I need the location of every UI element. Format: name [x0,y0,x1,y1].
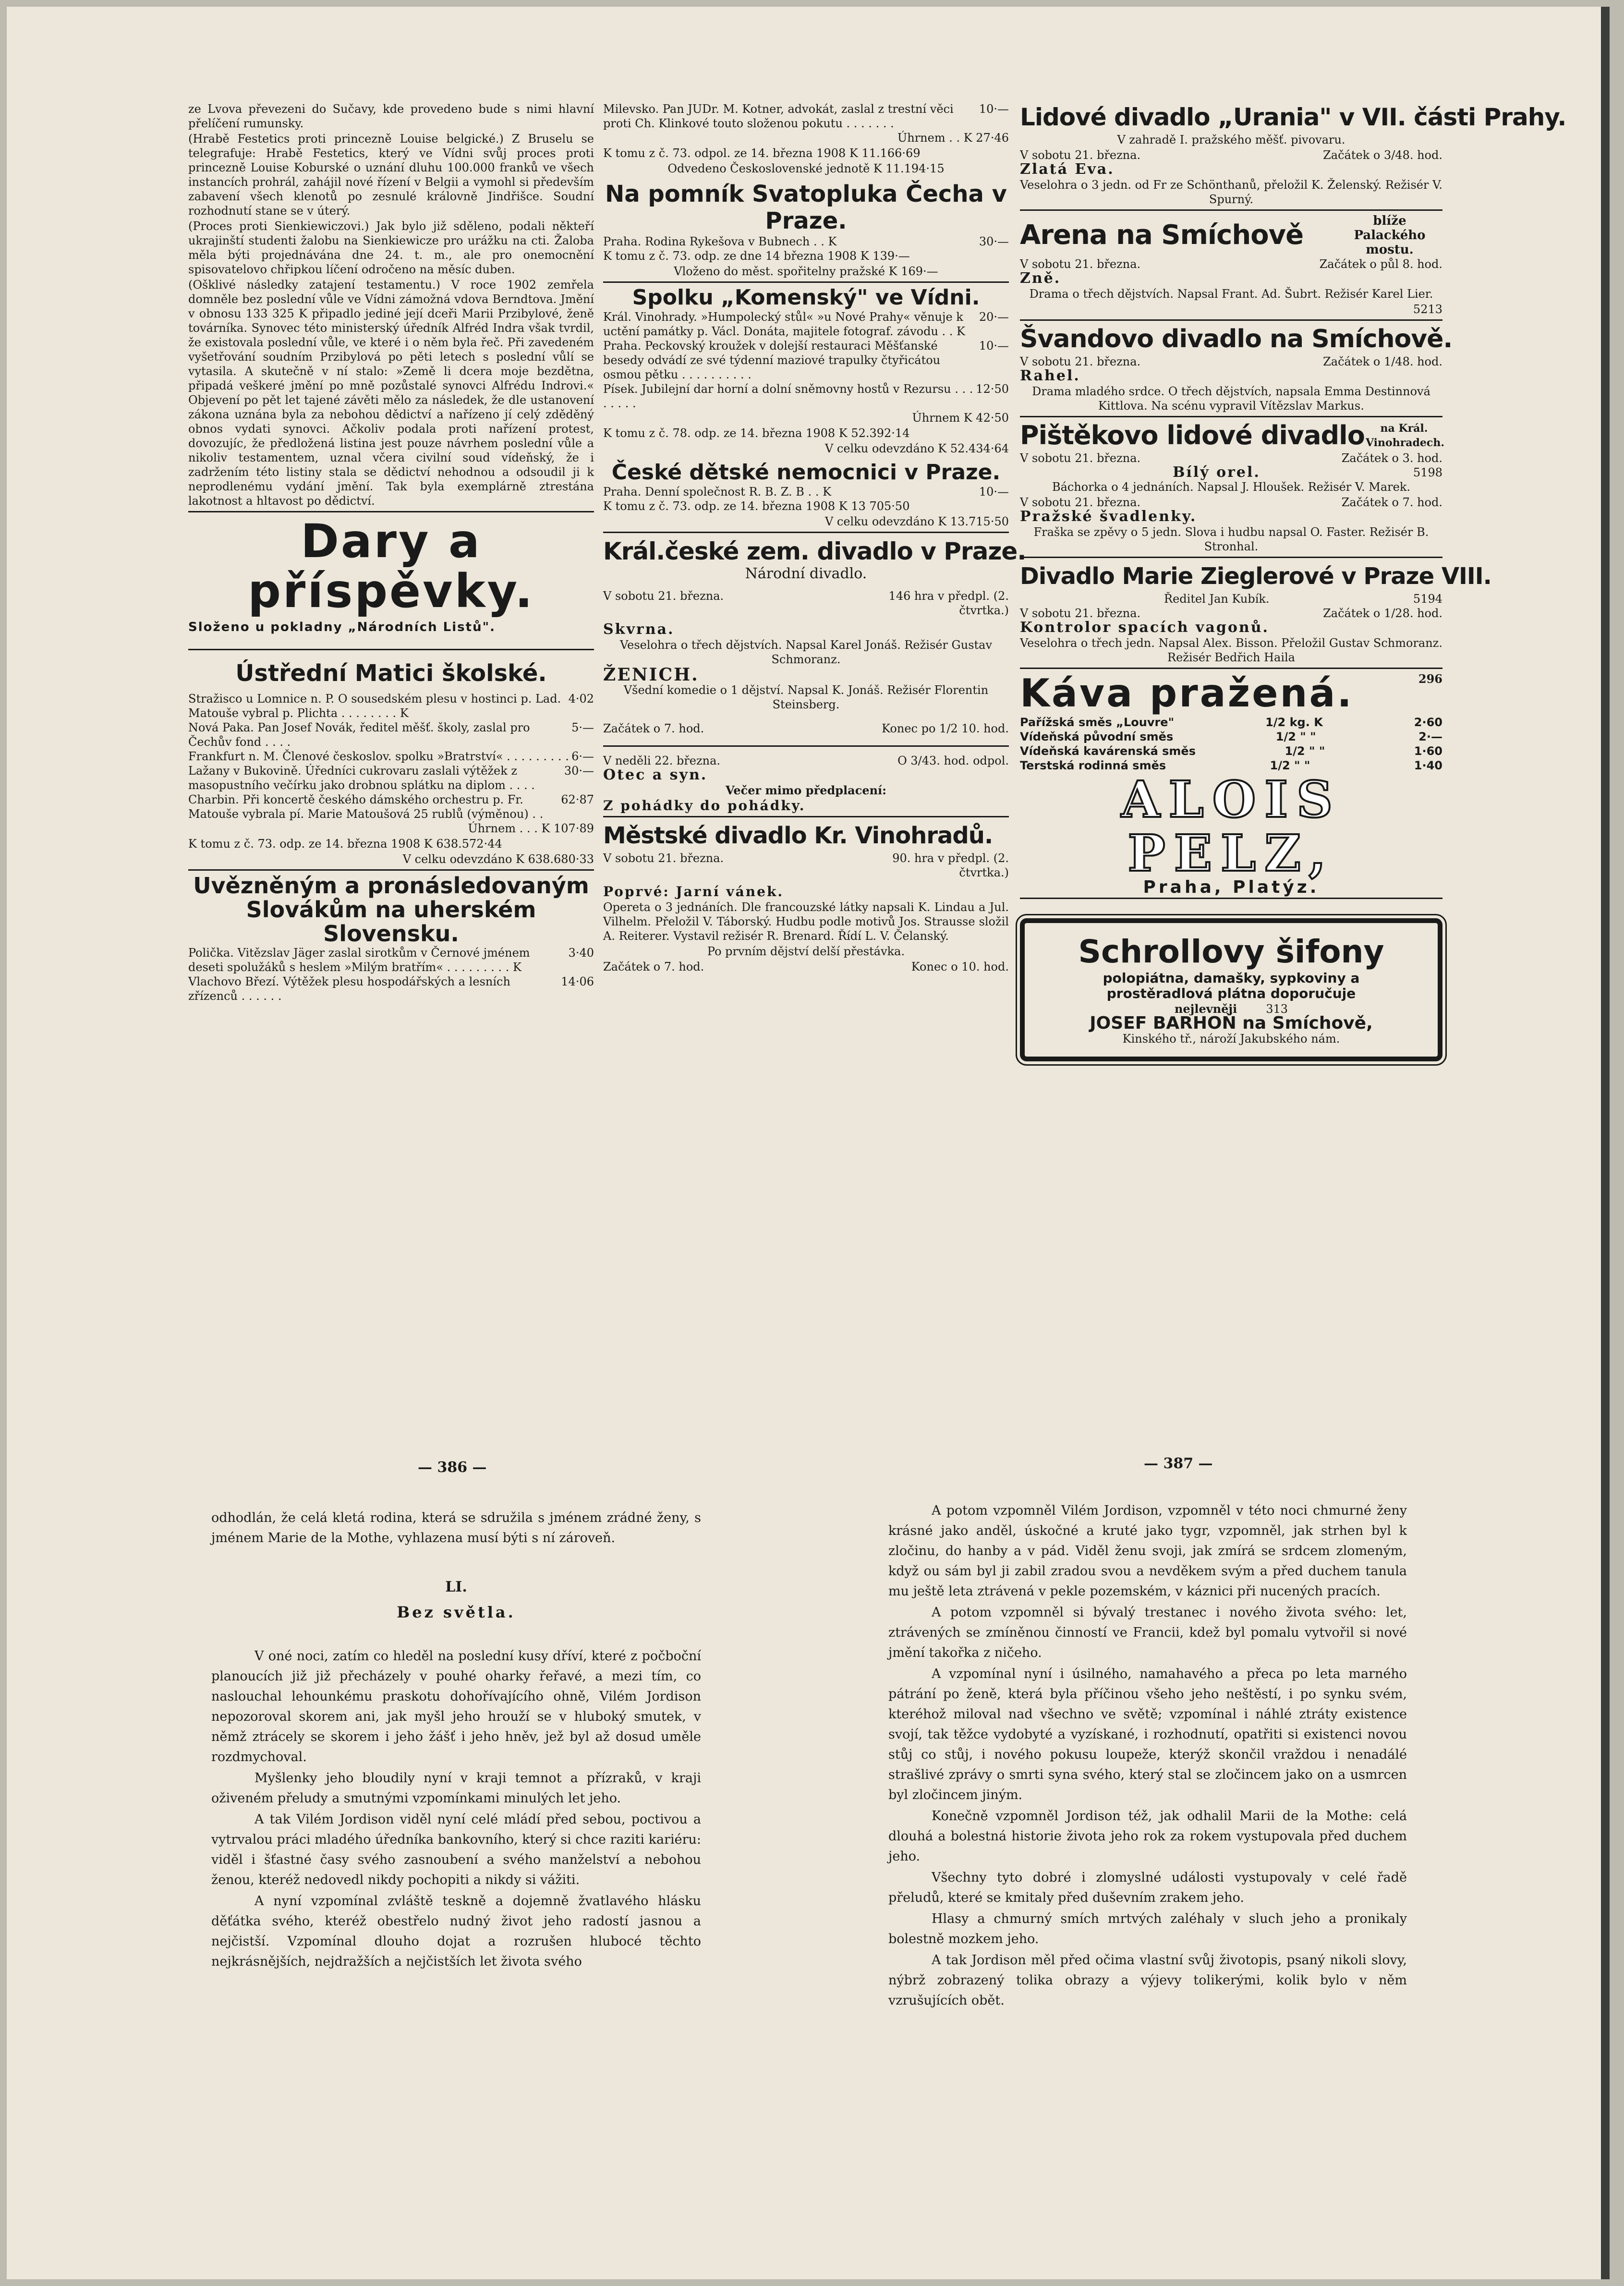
news-paragraph: (Proces proti Sienkiewiczovi.) Jak bylo již sděleno, podali někteří ukrajinští studenti žalobu na Sienkiewicze pro urážku na cti. Žaloba měla býti projednávána dne 24. t. m., ale pro onemocnění spisovatelovo chřipkou líčení odročeno na měsíc duben. [188,219,594,276]
sum-line: K tomu z č. 73. odp. ze dne 14 března 1908 K 139·— [603,249,910,263]
list-item: Praha. Rodina Rykešova v Bubnech . . K 30·— [603,235,1009,248]
divider [1020,898,1442,899]
divider [188,511,594,512]
book-paragraph: A tak Vilém Jordison viděl nyní celé mládí před sebou, poctivou a vytrvalou práci mladého úředníka bankovního, který si chce raziti kariéru: viděl i šťastné časy svého zasnoubení a svého manželství a nebohou ženou, kteréž nedovedl nikdy pochopiti a nikdy si vážiti. [211,1812,701,1887]
list-item: Praha. Peckovský kroužek v dolejší restauraci Měšťanské besedy odvádí ze své týdenní maziové trapulky čtyřicátou osmou pětku . . . . . . . . . . 10·— [603,339,1009,381]
play-title: Zně. [1020,270,1061,287]
divider [188,869,594,871]
divider [1020,209,1442,211]
play-title: Poprvé: Jarní vánek. [603,884,784,900]
slovak-title: Uvězněným a pronásledovaným Slovákům na uherském Slovensku. [193,873,589,947]
komensky-title: Spolku „Komenský" ve Vídni. [632,285,980,310]
pelz-logo: ALOIS PELZ, [1121,770,1342,883]
play-title: Otec a syn. [603,766,708,783]
divider [188,649,594,650]
list-item: Stražisco u Lomnice n. P. O sousedském plesu v hostinci p. Lad. Matouše vybral p. Plichta . . . . . . . . K 4·02 [188,692,594,720]
dary-subtitle: Složeno u pokladny „Národních Listů". [188,620,496,634]
divider [603,816,1009,817]
news-paragraph: ze Lvova převezeni do Sučavy, kde provedeno bude s nimi hlavní přelíčení rumunsky. [188,102,594,130]
list-item: Vlachovo Březí. Výtěžek plesu hospodářských a lesních zřízenců . . . . . . 14·06 [188,975,594,1003]
ad-firm: JOSEF BARHOŇ na Smíchově, [1090,1013,1373,1033]
list-item: Písek. Jubilejní dar horní a dolní sněmovny hostů v Rezursu . . . . . . . . 12·50 [603,382,1009,410]
sum-line: Úhrnem . . . K 107·89 [468,822,594,835]
play-title: Skvrna. [603,621,675,638]
total-line: V celku odevzdáno K 52.434·64 [824,442,1009,455]
total-line: Vloženo do měst. spořitelny pražské K 169·— [674,265,938,278]
ad-title: Schrollovy šifony [1078,933,1384,970]
divider [603,281,1009,283]
news-paragraph: (Ošklivé následky zatajení testamentu.) V roce 1902 zemřela domněle bez poslední vůle ve Vídni zámožná vdova Berndtova. Jmění v obnosu 133 325 K připadlo jediné její dceři Marii Przibylové, ženě továrníka. Synovec této ministerský úředník Alfréd Indra však tvrdil, že existovala poslední vůle, ve které i o něm byla řeč. Při zavedeném vyšetřování soudním Przibylová po pěti letech s poslední vůlí se vytasila. A skutečně v ní stalo: »Země li dcera moje bezdětna, připadá veškeré jmění po mně pozůstalé synovci Alfrédu Indrovi.« Objevení po pět let tajené závěti mělo za následek, že dle ustanovení zákona uznána byla za nebohou dědictví a nařízeno jí celý zděděný obnos vydati synovci. Ačkoliv podala proti nařízení protest, dovozujíc, že předložená listina jest pouze návrhem poslední vůle a nikoliv testamentem, uznal včera civilní soud vídeňský, že i zadržením této listiny stala se dědictví nehodnou a odsoudil ji k neprodlenému vydání jmění. Tak byla exemplárně ztrestána lakotnost a hltavost po dědictví. [188,278,594,508]
news-paragraph: (Hrabě Festetics proti princezně Louise belgické.) Z Bruselu se telegrafuje: Hrabě Festetics, který ve Vídni svůj proces proti princezně Louise Koburské o uznání dluhu 100.000 franků ve všech instancích prohrál, zahájil nové řízení v Belgii a vymohl si především zabavení všech klenotů po zesnulé královně Jindřišce. Soudní rozhodnutí stane se v úterý. [188,132,594,218]
total-line: V celku odevzdáno K 638.680·33 [402,852,594,866]
sum-line: Úhrnem K 42·50 [912,411,1009,425]
book-paragraph: Konečně vzpomněl Jordison též, jak odhalil Marii de la Mothe: celá dlouhá a bolestná historie života jeho rok za rokem vystupovala před duchem jeho. [888,1809,1407,1864]
price-row: Vídeňská kavárenská směs 1/2 " " 1·60 [1020,744,1442,758]
divider [603,532,1009,533]
divider [1020,557,1442,558]
arena-title: Arena na Smíchově [1020,219,1304,251]
vinohrady-title: Městské divadlo Kr. Vinohradů. [603,822,993,849]
urania-title: Lidové divadlo „Urania" v VII. části Prahy. [1020,103,1566,131]
price-row: Terstská rodinná směs 1/2 " " 1·40 [1020,759,1442,772]
cech-title: Na pomník Svatopluka Čecha v Praze. [605,181,1007,234]
zieglerova-title: Divadlo Marie Zieglerové v Praze VIII. [1020,563,1491,590]
divider [1020,668,1442,669]
total-line: Odvedeno Československé jednotě K 11.194·15 [667,162,945,175]
list-item: Král. Vinohrady. »Humpolecký stůl« »u Nové Prahy« věnuje k uctění památky p. Václ. Donáta, majitele fotograf. závodu . . K 20·— [603,310,1009,338]
divider [1020,319,1442,321]
book-page-right [888,1501,1407,2012]
column-news [188,102,594,1003]
performance-date: V sobotu 21. března. [603,589,724,603]
price-row: Vídeňská původní směs 1/2 " " 2·— [1020,730,1442,743]
column-donations-theatre: Milevsko. Pan JUDr. M. Kotner, advokát, zaslal z trestní věci proti Ch. Klinkové touto složenou pokutu . . . . . . . 10·— Úhrnem . . K 27·46 K tomu z č. 73. odpol. ze 14. března 1908 K 11.166·69 Odvedeno Československé jednotě K 11.194·15 Na pomník Svatopluka Čecha v Praze. Praha. Rodina Rykešova v Bubnech . . K 30·— K tomu z č. 73. odp. ze dne 14 března 1908 K 139·— Vloženo do měst. spořitelny pražské K 169·— Spolku „Komenský" ve Vídni. Král. Vinohrady. »Humpolecký stůl« »u Nové Prahy« věnuje k uctění památky p. Václ. Donáta, majitele fotograf. závodu . . K 20·— Praha. Peckovský kroužek v dolejší restauraci Měšťanské besedy odvádí ze své týdenní maziové trapulky čtyřicátou osmou pětku . . . . . . . . . . 10·— Písek. Jubilejní dar horní a dolní sněmovny hostů v Rezursu . . . . . . . . 12·50 Úhrnem K 42·50 K tomu z č. 78. odp. ze 14. března 1908 K 52.392·14 V celku odevzdáno K 52.434·64 České dětské nemocnici v Praze. Praha. Denní společnost R. B. Z. B . . K 10·— K tomu z č. 73. odp. ze 14. března 1908 K 13 705·50 V celku odevzdáno K 13.715·50 Král.české zem. divadlo v Praze. Národní divadlo. V sobotu 21. března. 146 hra v předpl. (2. čtvrtka.) Skvrna. Veselohra o třech dějstvích. Napsal Karel Jonáš. Režisér Gustav Schmoranz. ŽENICH. Všední komedie o 1 dějství. Napsal K. Jonáš. Režisér Florentin Steinsberg. Začátek o 7. hod. Konec po 1/2 10. hod. V neděli 22. března. O 3/43. hod. odpol. Otec a syn. Večer mimo předplacení: Z pohádky do pohádky. Městské divadlo Kr. Vinohradů. V sobotu 21. března. 90. hra v předpl. (2. čtvrtka.) Poprvé: Jarní vánek. Opereta o 3 jednáních. Dle francouzské látky napsali K. Lindau a Jul. Vilhelm. Přeložil V. Táborský. Hudbu podle motivů Jos. Strausse složil A. Reiterer. Vystavil režisér R. Brenard. Řídí L. V. Čelanský. Po prvním dějství delší přestávka. Začátek o 7. hod. Konec o 10. hod. [603,102,1026,973]
list-item: Milevsko. Pan JUDr. M. Kotner, advokát, zaslal z trestní věci proti Ch. Klinkové touto složenou pokutu . . . . . . . 10·— [603,102,1009,130]
sum-line: K tomu z č. 73. odp. ze 14. března 1908 K 638.572·44 [188,837,502,851]
book-paragraph: Hlasy a chmurný smích mrtvých zaléhaly v sluch jeho a pronikaly bolestně mozkem jeho. [888,1911,1407,1946]
svandovo-title: Švandovo divadlo na Smíchově. [1020,325,1453,353]
page-number-left: — 386 — [418,1459,487,1476]
chapter-number: LI. [445,1579,467,1595]
list-item: Lažany v Bukovině. Úředníci cukrovaru zaslali výtěžek z masopustního večírku jako drobnou splátku na diplom . . . . 30·— [188,764,594,792]
book-paragraph: A potom vzpomněl si bývalý trestanec i nového života svého: let, ztrávených se zmíněnou činností ve Francii, kdež byl pomalu vytvořil si nové jmění takořka z ničeho. [888,1605,1407,1660]
play-title: Zlatá Eva. [1020,161,1115,178]
play-title: Rahel. [1020,367,1080,384]
list-item: Praha. Denní společnost R. B. Z. B . . K 10·— [603,485,1009,499]
list-item: Nová Paka. Pan Josef Novák, ředitel měšť. školy, zaslal pro Čechův fond . . . . 5·— [188,721,594,749]
total-line: V celku odevzdáno K 13.715·50 [824,515,1009,528]
play-title: Z pohádky do pohádky. [603,798,806,814]
book-paragraph: A potom vzpomněl Vilém Jordison, vzpomněl v této noci chmurné ženy krásné jako anděl, úskočné a kruté jako tygr, vzpomněl, jak strhen byl k zločinu, do hanby a v pád. Viděl ženu svoji, jak zmírá se srdcem zlomeným, když ou sám byl ji zabil zradou svou a nevděkem svým a před duchem tanula mu ještě leta ztrávená v pekle pozemském, v káznici při nucených pracích. [888,1503,1407,1599]
book-paragraph: Všechny tyto dobré i zlomyslné události vystupovaly v celé řadě přeludů, které se kmitaly před duševním zrakem jeho. [888,1870,1407,1905]
pistekovo-title: Pištěkovo lidové divadlo [1020,420,1365,450]
play-title: Pražské švadlenky. [1020,508,1197,525]
book-paragraph: odhodlán, že celá kletá rodina, která se sdružila s jménem zrádné ženy, s jménem Marie de la Mothe, vyhlazena musí býti s ní zároveň. [211,1510,701,1545]
page-number-right: — 387 — [1144,1455,1213,1472]
book-paragraph: A nyní vzpomínal zvláště teskně a dojemně žvatlavého hlásku děťátka svého, kteréž obestřelo nudný život jeho radostí jasnou a nejčistší. Vzpomínal dlouho dojat a rozrušen hlubocé těchto nejkrásnějších, nejdražších a nejčistších let života svého [211,1894,701,1969]
kava-title: Káva pražená. [1020,671,1354,716]
list-item: Polička. Vitězslav Jäger zaslal sirotkům v Černové jménem deseti spolužáků s heslem »Milým bratřím« . . . . . . . . . K 3·40 [188,946,594,974]
book-paragraph: V oné noci, zatím co hleděl na poslední kusy dříví, které z počboční planoucích již již přecházely v pouhé oharky řeřavé, a mezi tím, co naslouchal lehounkému praskotu dohořívajícího ohně, Vilém Jordison nepozoroval skorem ani, jak myšl jeho hrouží se v hluboký smutek, v němž ztrácely se skorem i jeho žášť i jeho hněv, jež byl až dosud uměle rozdmychoval. [211,1649,701,1764]
schroll-ad: Schrollovy šifony polopiátna, damašky, sypkoviny a prostěradlová plátna doporučuje nejlevněji 313 JOSEF BARHOŇ na Smíchově, Kinského tř., nároží Jakubského nám. [1020,918,1442,1061]
nemocnice-title: České dětské nemocnici v Praze. [611,460,1001,485]
sum-line: Úhrnem . . K 27·46 [897,131,1009,145]
sum-line: K tomu z č. 73. odp. ze 14. března 1908 K 13 705·50 [603,499,910,513]
divider [603,745,1009,747]
list-item: Frankfurt n. M. Členové českoslov. spolku »Bratrství« . . . . . . . . . 6·— [188,750,594,763]
play-title: Bílý orel. [1173,464,1260,481]
play-title: Kontrolor spacích vagonů. [1020,619,1269,636]
list-item: Charbin. Při koncertě českého dámského orchestru p. Fr. Matouše vybrala pí. Marie Matoušová 25 rublů (výměnou) . . 62·87 [188,793,594,821]
divider [1020,416,1442,417]
sum-line: K tomu z č. 73. odpol. ze 14. března 1908 K 11.166·69 [603,146,921,160]
book-paragraph: A tak Jordison měl před očima vlastní svůj životopis, psaný nikoli slovy, nýbrž zobrazený tolika obrazy a výjevy tolikerými, kolik bylo v něm vzrušujících obět. [888,1953,1407,2008]
book-page-left [211,1508,701,1973]
section-title-dary: Dary a příspěvky. [248,514,534,618]
matice-title: Ústřední Matici školské. [235,660,547,687]
column-theatre-ads: Lidové divadlo „Urania" v VII. části Prahy. V zahradě I. pražského měšť. pivovaru. V sobotu 21. března. Začátek o 3/48. hod. Zlatá Eva. Veselohra o 3 jedn. od Fr ze Schönthanů, přeložil K. Želenský. Režisér V. Spurný. Arena na Smíchově blíže Palackého mostu. V sobotu 21. března. Začátek o půl 8. hod. Zně. Drama o třech dějstvích. Napsal Frant. Ad. Šubrt. Režisér Karel Lier. 5213 Švandovo divadlo na Smíchově. V sobotu 21. března. Začátek o 1/48. hod. Rahel. Drama mladého srdce. O třech dějstvích, napsala Emma Destinnová Kittlova. Na scénu vypravil Vítězslav Markus. Pištěkovo lidové divadlo na Král. Vinohradech. V sobotu 21. března. Začátek o 3. hod. Bílý orel. 5198 Báchorka o 4 jednáních. Napsal J. Hloušek. Režisér V. Marek. V sobotu 21. března. Začátek o 7. hod. Pražské švadlenky. Fraška se zpěvy o 5 jedn. Slova i hudbu napsal O. Faster. Režisér B. Stronhal. Divadlo Marie Zieglerové v Praze VIII. Ředitel Jan Kubík. 5194 V sobotu 21. března. Začátek o 1/28. hod. Kontrolor spacích vagonů. Veselohra o třech jedn. Napsal Alex. Bisson. Přeložil Gustav Schmoranz. Režisér Bedřich Haila Káva pražená. 296 Pařížská směs „Louvre" 1/2 kg. K 2·60 Vídeňská původní směs 1/2 " " 2·— Vídeňská kavárenská směs 1/2 " " 1·60 Terstská rodinná směs 1/2 " " 1·40 ALOIS PELZ, Praha, Platýz. Schrollovy šifony polopiátna, damašky, sypkoviny a prostěradlová plátna doporučuje nejlevněji 313 JOSEF BARHOŇ na Smíchově, Kinského tř., nároží Jakubského nám. [1020,102,1442,1061]
theatre-subtitle: Národní divadlo. [745,565,867,582]
sum-line: K tomu z č. 78. odp. ze 14. března 1908 K 52.392·14 [603,426,910,440]
price-row: Pařížská směs „Louvre" 1/2 kg. K 2·60 [1020,716,1442,729]
book-paragraph: Myšlenky jeho bloudily nyní v kraji temnot a přízraků, v kraji oživeném přeludy a smutnými vzpomínkami minulých let jeho. [211,1771,701,1806]
play-title: ŽENICH. [603,665,699,685]
book-paragraph: A vzpomínal nyní i úsilného, namahavého a přeca po leta marného pátrání po ženě, která byla příčinou všeho jeho neštěstí, i po synku svém, kteréhož miloval nad všechno ve světě; vzpomínal i náhlé ztráty existence svojí, tak těžce vydobyté a vyzískané, i rozhodnutí, opatřiti si existenci novou stůj co stůj, i nového pokusu loupeže, kterýž skončil vraždou i nenadálé strašlivé zprávy o smrti syna svého, který stal se zločincem jako on a usmrcen byl zločincem jiným. [888,1666,1407,1802]
chapter-title: Bez světla. [397,1603,516,1621]
narodni-divadlo-title: Král.české zem. divadlo v Praze. [603,537,1026,565]
